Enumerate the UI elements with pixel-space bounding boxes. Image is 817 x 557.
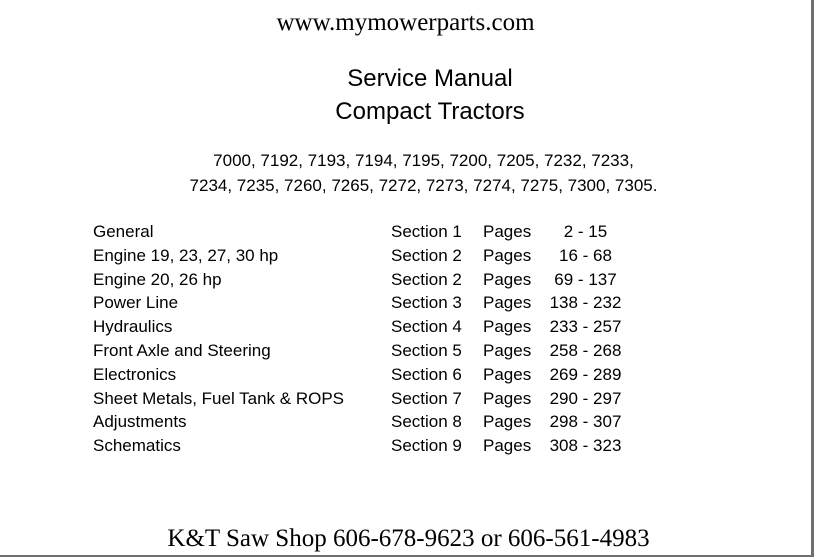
toc-section-number: Section 3 [391, 293, 462, 313]
toc-page-range: 290 - 297 [549, 388, 622, 408]
toc-section-name: Engine 20, 26 hp [93, 269, 222, 289]
toc-section-number: Section 2 [391, 245, 462, 265]
toc-pages-label: Pages [483, 222, 532, 241]
toc-row [93, 434, 653, 458]
toc-page-range: 69 - 137 [554, 269, 617, 289]
model-list [0, 148, 817, 198]
toc-page-range: 138 - 232 [549, 293, 622, 313]
toc-page-range: 233 - 257 [549, 317, 622, 337]
toc-pages-label: Pages [483, 317, 532, 337]
toc-page-range: 16 - 68 [559, 245, 612, 265]
toc-row [93, 363, 653, 387]
toc-pages-label: Pages [483, 412, 532, 432]
toc-row [93, 268, 653, 292]
toc-row [93, 244, 653, 268]
toc-section-number: Section 2 [391, 269, 462, 289]
website-url: www.mymowerparts.com [276, 9, 535, 36]
toc-pages-label: Pages [483, 436, 532, 456]
toc-pages-label: Pages [483, 245, 532, 265]
toc-pages-label: Pages [483, 293, 532, 313]
model-line-1: 7000, 7192, 7193, 7194, 7195, 7200, 7205, 7232, 7233, [213, 151, 634, 170]
toc-section-number: Section 5 [391, 340, 462, 360]
toc-section-name: Front Axle and Steering [93, 340, 271, 360]
toc-pages-label: Pages [483, 364, 532, 384]
toc-page-range: 298 - 307 [549, 412, 622, 432]
toc-section-number: Section 4 [391, 317, 462, 337]
toc-row [93, 291, 653, 315]
toc-section-number: Section 1 [391, 222, 462, 241]
toc-section-number: Section 8 [391, 412, 462, 432]
model-line-2: 7234, 7235, 7260, 7265, 7272, 7273, 7274, 7275, 7300, 7305. [189, 176, 658, 195]
table-of-contents [93, 220, 653, 458]
toc-pages-label: Pages [483, 388, 532, 408]
toc-section-name: Adjustments [93, 412, 187, 432]
toc-row [93, 410, 653, 434]
toc-pages-label: Pages [483, 269, 532, 289]
toc-page-range: 258 - 268 [549, 340, 622, 360]
toc-page-range: 269 - 289 [549, 364, 622, 384]
toc-row [93, 220, 653, 244]
toc-section-name: General [93, 222, 154, 241]
footer-contact: K&T Saw Shop 606-678-9623 or 606-561-4983 [167, 525, 650, 552]
toc-row [93, 339, 653, 363]
toc-section-name: Sheet Metals, Fuel Tank & ROPS [93, 388, 345, 408]
toc-section-name: Power Line [93, 293, 179, 313]
toc-row [93, 387, 653, 411]
title-line-2: Compact Tractors [335, 98, 525, 125]
toc-section-number: Section 9 [391, 436, 462, 456]
toc-page-range: 308 - 323 [549, 436, 622, 456]
toc-section-name: Hydraulics [93, 317, 173, 337]
toc-section-name: Engine 19, 23, 27, 30 hp [93, 245, 279, 265]
manual-title [0, 62, 817, 128]
toc-row [93, 315, 653, 339]
toc-section-number: Section 7 [391, 388, 462, 408]
toc-section-name: Schematics [93, 436, 181, 456]
toc-page-range: 2 - 15 [563, 222, 608, 241]
toc-section-number: Section 6 [391, 364, 462, 384]
title-line-1: Service Manual [347, 65, 513, 92]
toc-pages-label: Pages [483, 340, 532, 360]
toc-section-name: Electronics [93, 364, 177, 384]
